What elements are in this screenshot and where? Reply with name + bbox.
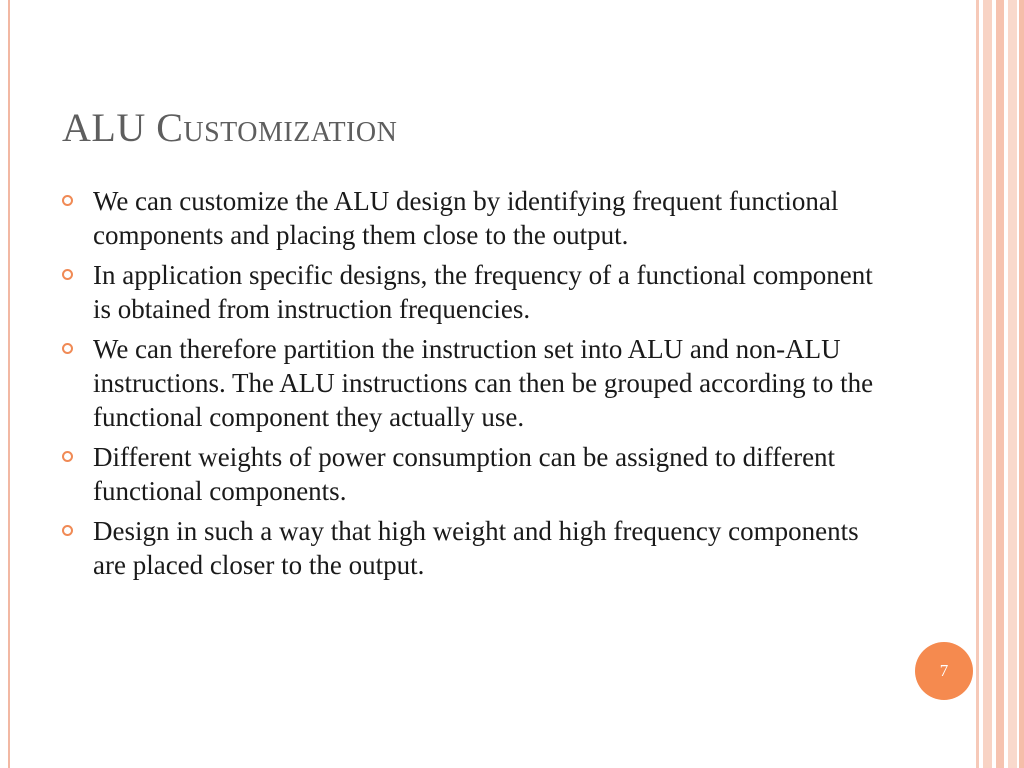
bullet-icon <box>62 451 73 462</box>
right-decorative-stripe <box>983 0 992 768</box>
bullet-text: Different weights of power consumption can be assigned to different functional components. <box>93 442 836 506</box>
bullet-icon <box>62 525 73 536</box>
bullet-icon <box>62 343 73 354</box>
slide-title: ALU Customization <box>62 105 398 150</box>
right-decorative-stripe <box>1019 0 1024 768</box>
left-border-line <box>8 0 10 768</box>
bullet-icon <box>62 269 73 280</box>
bullet-text: We can therefore partition the instruction set into ALU and non-ALU instructions. The ALU instructions can then be grouped according to the functional component they actually use. <box>93 334 874 432</box>
bullet-item <box>62 440 882 508</box>
bullet-item <box>62 258 882 326</box>
bullet-text: We can customize the ALU design by identifying frequent functional components and placing them close to the output. <box>93 186 839 250</box>
right-decorative-stripe <box>1008 0 1017 768</box>
page-number-badge: 7 <box>915 642 973 700</box>
bullet-text: Design in such a way that high weight and high frequency components are placed closer to the output. <box>93 516 859 580</box>
bullet-item <box>62 184 882 252</box>
bullet-list <box>62 184 882 588</box>
right-decorative-stripe <box>976 0 979 768</box>
bullet-text: In application specific designs, the frequency of a functional component is obtained from instruction frequencies. <box>93 260 873 324</box>
right-decorative-stripe <box>996 0 1004 768</box>
bullet-icon <box>62 195 73 206</box>
bullet-item <box>62 332 882 434</box>
bullet-item <box>62 514 882 582</box>
